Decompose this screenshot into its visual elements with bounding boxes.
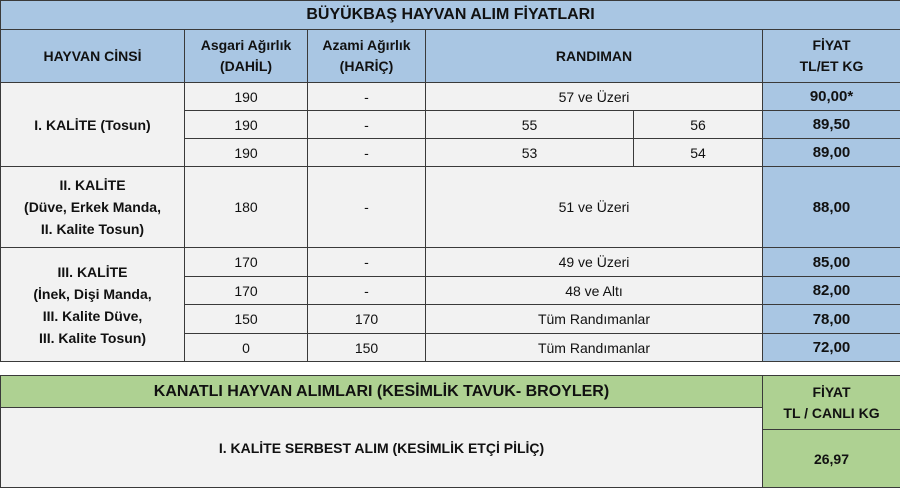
randiman-min-cell: 55 — [426, 111, 634, 139]
price-cell: 82,00 — [763, 277, 900, 305]
category-line: II. KALİTE — [59, 177, 126, 193]
kanatli-fiyat-line2: TL / CANLI KG — [783, 404, 880, 421]
azami-cell: - — [308, 139, 426, 167]
randiman-cell: 51 ve Üzeri — [426, 167, 763, 248]
randiman-cell: 48 ve Altı — [426, 277, 763, 305]
randiman-min-cell: 53 — [426, 139, 634, 167]
price-cell: 85,00 — [763, 248, 900, 277]
header-asgari-line1: Asgari Ağırlık — [200, 37, 292, 53]
price-cell: 89,50 — [763, 111, 900, 139]
kanatli-price: 26,97 — [763, 430, 900, 488]
header-hayvan-cinsi: HAYVAN CİNSİ — [1, 30, 185, 83]
asgari-cell: 0 — [185, 334, 308, 362]
kanatli-fiyat-line1: FİYAT — [812, 383, 851, 400]
azami-cell: - — [308, 111, 426, 139]
randiman-cell: 57 ve Üzeri — [426, 83, 763, 111]
header-asgari-agirlik — [185, 30, 308, 83]
price-cell: 90,00* — [763, 83, 900, 111]
category-line: III. KALİTE — [57, 263, 128, 280]
header-fiyat-line1: FİYAT — [812, 37, 851, 53]
table-title: BÜYÜKBAŞ HAYVAN ALIM FİYATLARI — [1, 1, 900, 30]
randiman-max-cell: 54 — [634, 139, 763, 167]
category-line: (İnek, Dişi Manda, — [33, 285, 152, 302]
asgari-cell: 150 — [185, 305, 308, 334]
asgari-cell: 190 — [185, 111, 308, 139]
category-line: I. KALİTE (Tosun) — [34, 116, 151, 133]
azami-cell: - — [308, 167, 426, 248]
asgari-cell: 170 — [185, 277, 308, 305]
azami-cell: - — [308, 248, 426, 277]
header-fiyat-line2: TL/ET KG — [799, 58, 864, 74]
header-azami-agirlik — [308, 30, 426, 83]
kanatli-header-fiyat — [763, 376, 900, 430]
header-randiman: RANDIMAN — [426, 30, 763, 83]
category-line: III. Kalite Düve, — [42, 307, 143, 324]
asgari-cell: 190 — [185, 139, 308, 167]
category-line: (Düve, Erkek Manda, — [24, 199, 161, 215]
category-kalite-3 — [1, 248, 185, 362]
azami-cell: 170 — [308, 305, 426, 334]
price-cell: 89,00 — [763, 139, 900, 167]
azami-cell: 150 — [308, 334, 426, 362]
kanatli-price-table — [0, 375, 900, 488]
header-asgari-line2: (DAHİL) — [219, 58, 273, 74]
asgari-cell: 170 — [185, 248, 308, 277]
category-line: II. Kalite Tosun) — [40, 221, 145, 237]
asgari-cell: 180 — [185, 167, 308, 248]
azami-cell: - — [308, 83, 426, 111]
category-kalite-1 — [1, 83, 185, 167]
azami-cell: - — [308, 277, 426, 305]
price-cell: 88,00 — [763, 167, 900, 248]
randiman-max-cell: 56 — [634, 111, 763, 139]
header-azami-line2: (HARİÇ) — [339, 58, 394, 74]
kanatli-title: KANATLI HAYVAN ALIMLARI (KESİMLİK TAVUK- BROYLER) — [1, 376, 763, 408]
kanatli-item: I. KALİTE SERBEST ALIM (KESİMLİK ETÇİ PİLİÇ) — [1, 408, 763, 488]
category-line: III. Kalite Tosun) — [38, 329, 147, 346]
price-cell: 78,00 — [763, 305, 900, 334]
price-cell: 72,00 — [763, 334, 900, 362]
randiman-cell: 49 ve Üzeri — [426, 248, 763, 277]
randiman-cell: Tüm Randımanlar — [426, 305, 763, 334]
header-azami-line1: Azami Ağırlık — [322, 37, 411, 53]
header-fiyat — [763, 30, 900, 83]
category-kalite-2 — [1, 167, 185, 248]
asgari-cell: 190 — [185, 83, 308, 111]
randiman-cell: Tüm Randımanlar — [426, 334, 763, 362]
